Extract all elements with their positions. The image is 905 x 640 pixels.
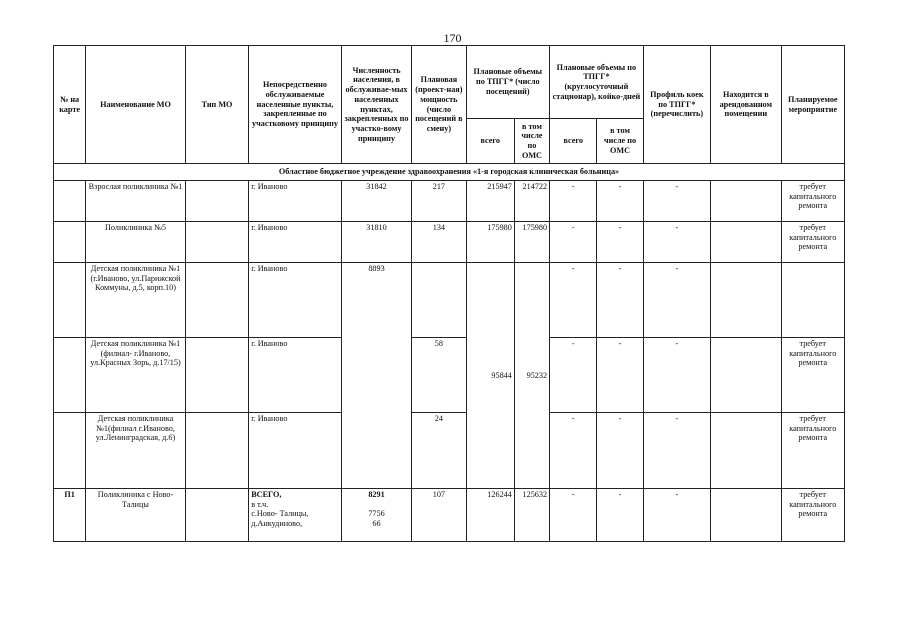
population-total: 8291 [368, 490, 385, 499]
cell-capacity [412, 263, 466, 338]
cell-visits-oms: 214722 [514, 181, 549, 222]
cell-capacity: 58 [412, 338, 466, 413]
cell-rented [711, 222, 781, 263]
header-capacity: Плановая (проект-ная) мощность (число посещений в смену) [412, 46, 466, 164]
header-visits-oms: в том числе по ОМС [514, 119, 549, 164]
page-number: 170 [443, 31, 462, 45]
cell-beds-total: - [550, 338, 597, 413]
header-tpgg-beds: Плановые объемы по ТПГГ* (круглосуточный стационар), койко-дней [550, 46, 644, 119]
cell-name: Детская поликлиника №1(филиал г.Иваново, ул.Ленинградская, д.6) [86, 413, 186, 489]
cell-type [185, 263, 248, 338]
cell-name: Взрослая поликлиника №1 [86, 181, 186, 222]
header-population: Численность населения, в обслуживае-мых населенных пунктах, закрепленных по участко-вому принципу [341, 46, 411, 164]
cell-num [54, 222, 86, 263]
cell-beds-oms: - [597, 181, 643, 222]
header-name: Наименование МО [86, 46, 186, 164]
header-row-1 [54, 46, 845, 119]
header-tpgg-visits: Плановые объемы по ТПГГ* (число посещений) [466, 46, 550, 119]
header-settlements: Непосредственно обслуживаемые населенные пункты, закрепленные по участковому принципу [249, 46, 342, 164]
cell-num [54, 413, 86, 489]
cell-num: П1 [54, 489, 86, 542]
settlement-incl: в т.ч. [251, 499, 269, 509]
cell-visits-total: 95844 [466, 263, 514, 489]
cell-visits-oms: 125632 [514, 489, 549, 542]
cell-settlement [249, 489, 342, 542]
cell-type [185, 413, 248, 489]
cell-planned: требует капитального ремонта [781, 413, 844, 489]
cell-beds-oms: - [597, 263, 643, 338]
cell-planned: требует капитального ремонта [781, 489, 844, 542]
cell-visits-oms: 95232 [514, 263, 549, 489]
planning-table [53, 45, 845, 542]
settlement-novo-talitsy: с.Ново- Талицы, [251, 509, 309, 519]
header-beds-total: всего [550, 119, 597, 164]
table-row [54, 222, 845, 263]
header-visits-total: всего [466, 119, 514, 164]
cell-beds-total: - [550, 489, 597, 542]
table-row [54, 413, 845, 489]
cell-population: 8893 [341, 263, 411, 489]
population-spacer [344, 500, 409, 510]
section-title: Областное бюджетное учреждение здравоохранения «1-я городская клиническая больница» [54, 164, 845, 181]
header-rented: Находится в арендованном помещении [711, 46, 781, 164]
cell-capacity: 134 [412, 222, 466, 263]
cell-population: 31842 [341, 181, 411, 222]
header-num: № на карте [54, 46, 86, 164]
cell-planned: требует капитального ремонта [781, 222, 844, 263]
header-profile: Профиль коек по ТПГГ* (перечислить) [643, 46, 710, 164]
cell-visits-oms: 175980 [514, 222, 549, 263]
cell-population [341, 489, 411, 542]
cell-num [54, 263, 86, 338]
cell-settlement: г. Иваново [249, 222, 342, 263]
cell-profile: - [643, 263, 710, 338]
cell-profile: - [643, 413, 710, 489]
cell-beds-total: - [550, 181, 597, 222]
cell-settlement: г. Иваново [249, 181, 342, 222]
cell-beds-total: - [550, 413, 597, 489]
cell-profile: - [643, 181, 710, 222]
cell-beds-oms: - [597, 222, 643, 263]
cell-num [54, 181, 86, 222]
population-ankudinovo: 66 [372, 519, 381, 529]
cell-rented [711, 413, 781, 489]
cell-num [54, 338, 86, 413]
cell-visits-total: 175980 [466, 222, 514, 263]
settlement-ankudinovo: д.Анкудиново, [251, 519, 303, 529]
cell-settlement: г. Иваново [249, 338, 342, 413]
cell-capacity: 107 [412, 489, 466, 542]
table-row [54, 263, 845, 338]
cell-profile: - [643, 489, 710, 542]
table-row [54, 338, 845, 413]
settlement-total: ВСЕГО, [251, 490, 282, 499]
cell-profile: - [643, 338, 710, 413]
cell-visits-total: 126244 [466, 489, 514, 542]
cell-population: 31810 [341, 222, 411, 263]
cell-rented [711, 338, 781, 413]
cell-beds-total: - [550, 222, 597, 263]
cell-rented [711, 181, 781, 222]
cell-type [185, 338, 248, 413]
cell-rented [711, 263, 781, 338]
cell-planned: требует капитального ремонта [781, 338, 844, 413]
cell-planned [781, 263, 844, 338]
cell-name: Поликлиника с Ново-Талицы [86, 489, 186, 542]
cell-settlement: г. Иваново [249, 263, 342, 338]
cell-name: Поликлиника №5 [86, 222, 186, 263]
table-row [54, 181, 845, 222]
cell-capacity: 217 [412, 181, 466, 222]
cell-rented [711, 489, 781, 542]
cell-beds-total: - [550, 263, 597, 338]
cell-type [185, 181, 248, 222]
header-beds-oms: в том числе по ОМС [597, 119, 643, 164]
cell-beds-oms: - [597, 338, 643, 413]
population-novo-talitsy: 7756 [368, 509, 385, 519]
cell-type [185, 489, 248, 542]
cell-planned: требует капитального ремонта [781, 181, 844, 222]
cell-beds-oms: - [597, 413, 643, 489]
cell-name: Детская поликлиника №1 (г.Иваново, ул.Парижской Коммуны, д.5, корп.10) [86, 263, 186, 338]
cell-profile: - [643, 222, 710, 263]
cell-name: Детская поликлиника №1 (филиал- г.Иваново, ул.Красных Зорь, д.17/15) [86, 338, 186, 413]
section-row [54, 164, 845, 181]
header-type: Тип МО [185, 46, 248, 164]
header-planned: Планируемое мероприятие [781, 46, 844, 164]
cell-capacity: 24 [412, 413, 466, 489]
cell-beds-oms: - [597, 489, 643, 542]
table-row [54, 489, 845, 542]
cell-visits-total: 215947 [466, 181, 514, 222]
cell-type [185, 222, 248, 263]
cell-settlement: г. Иваново [249, 413, 342, 489]
